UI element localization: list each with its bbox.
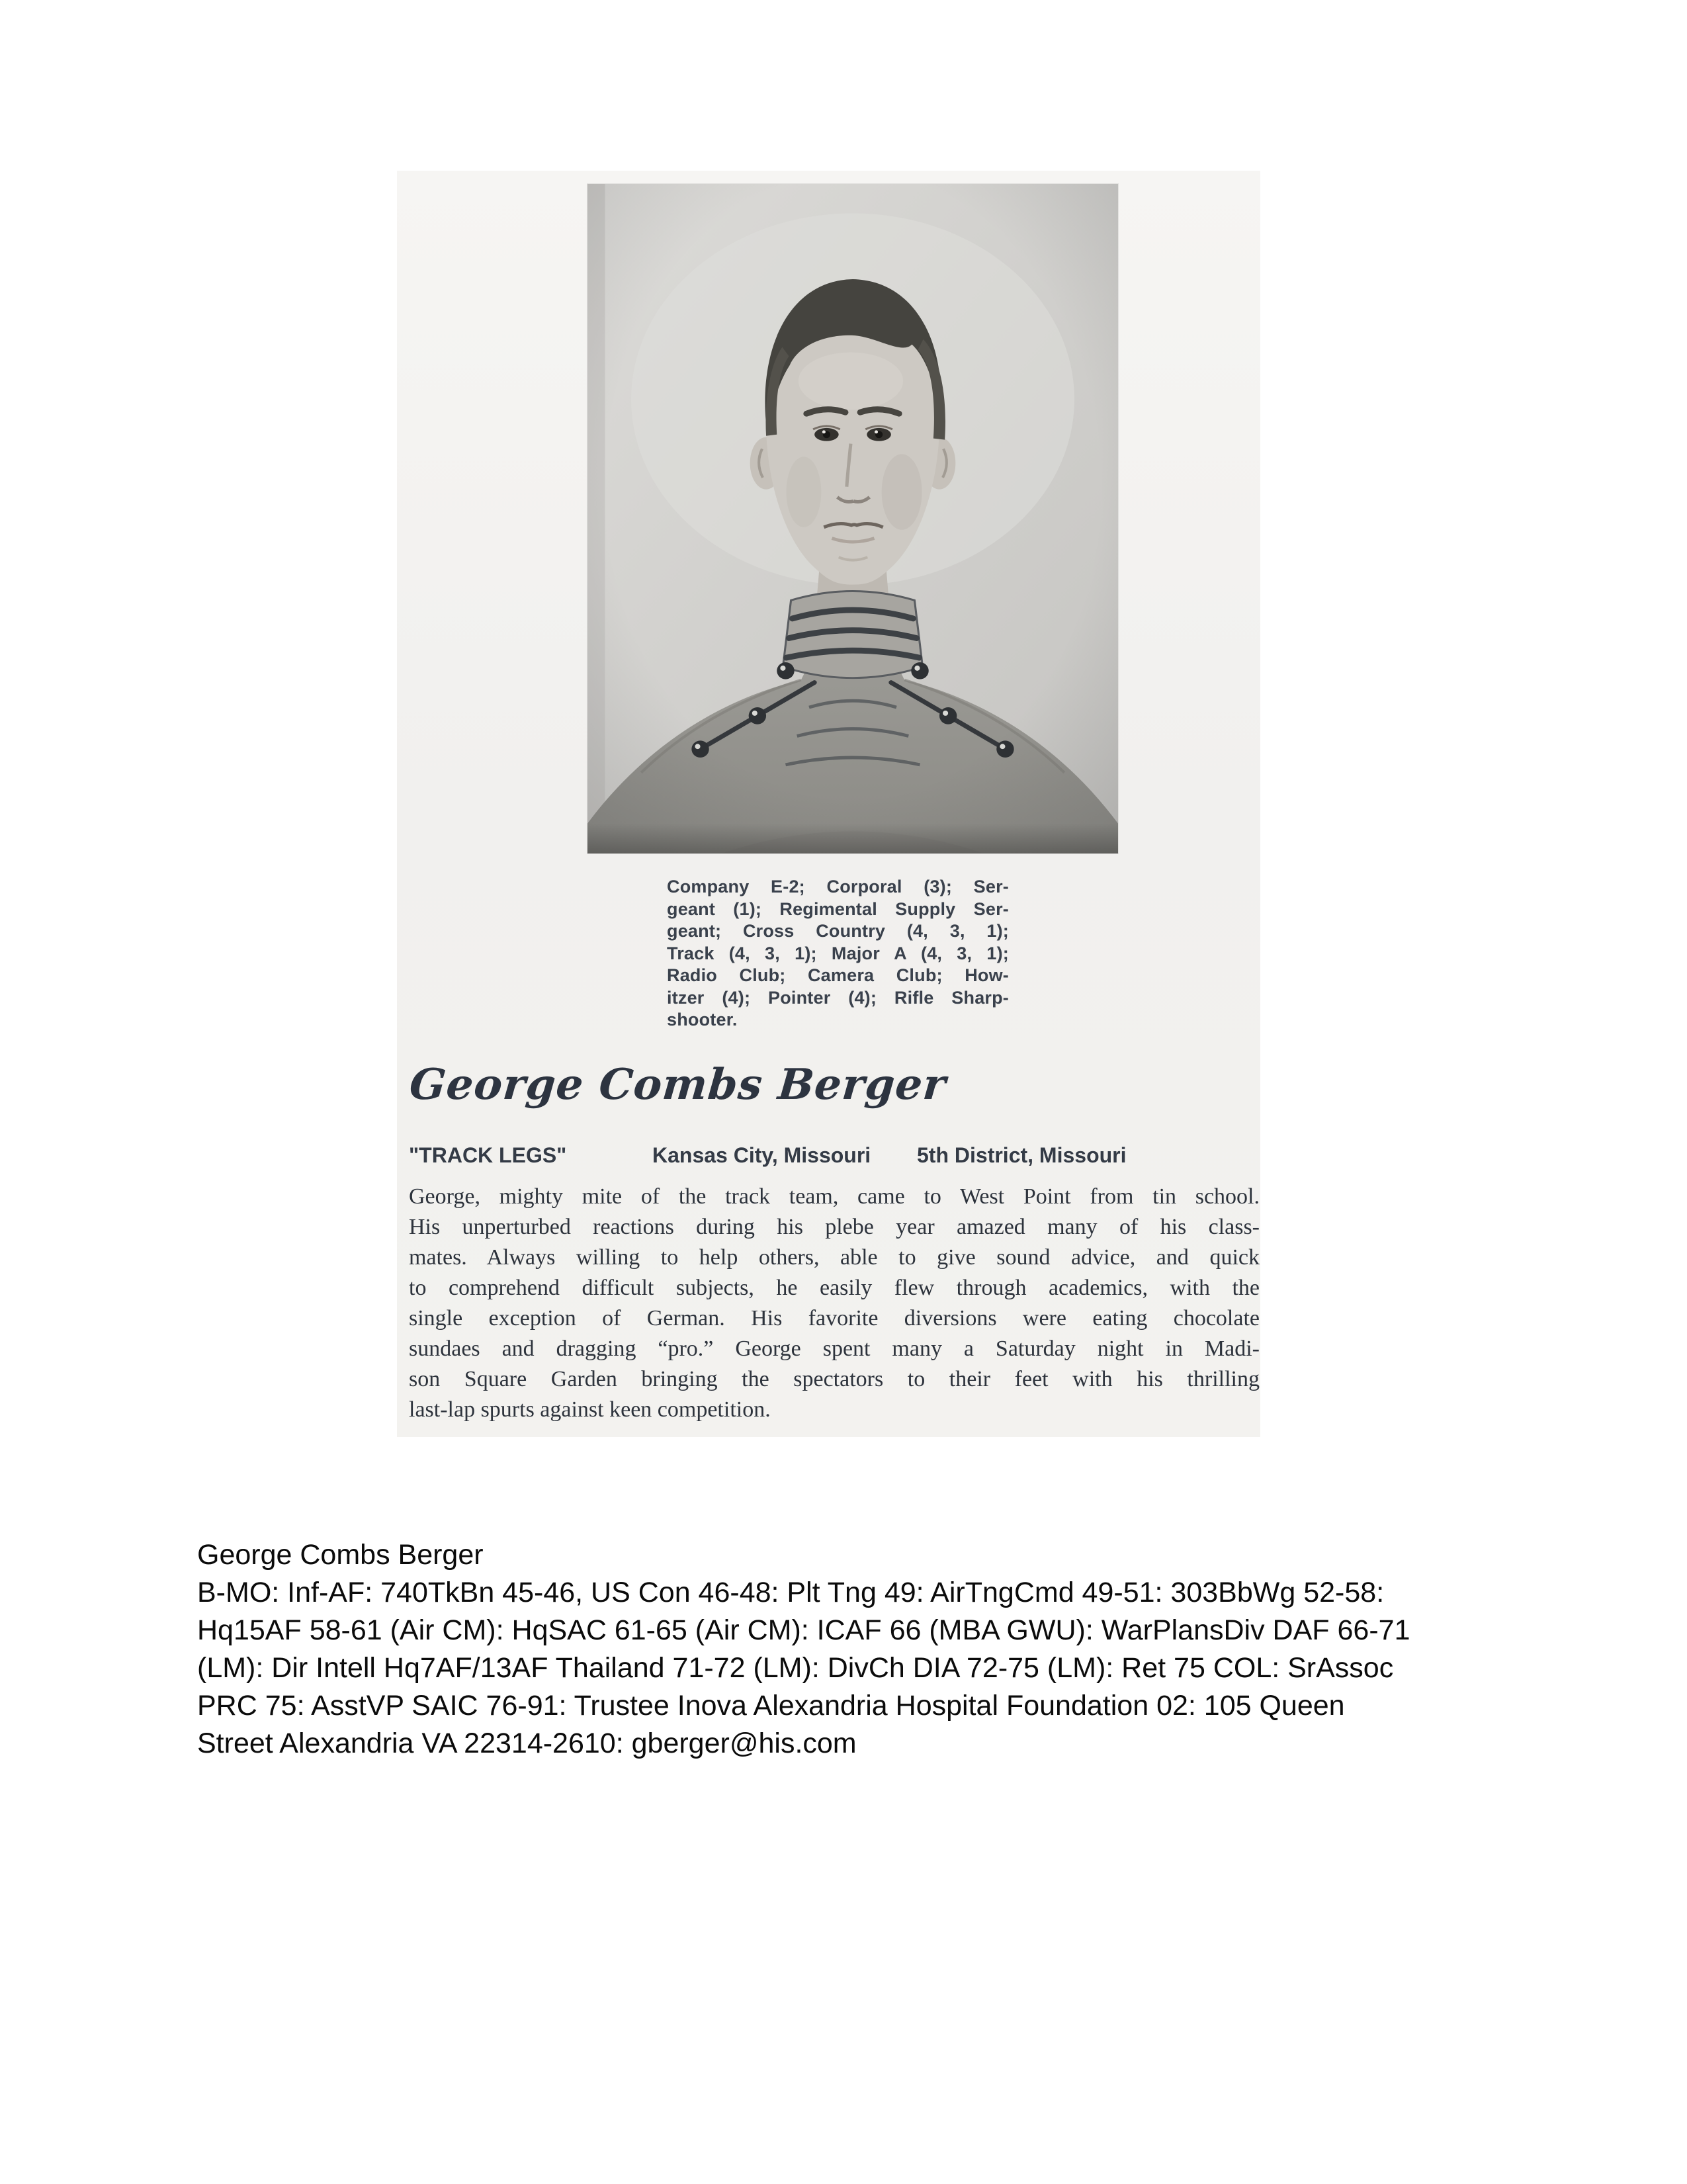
congressional-district: 5th District, Missouri [917, 1143, 1127, 1167]
nickname: "TRACK LEGS" [409, 1143, 567, 1167]
register-line: Street Alexandria VA 22314-2610: gberger@his.com [197, 1727, 857, 1759]
cadet-name-script: George Combs Berger [408, 1060, 949, 1110]
bio-line: single exception of German. His favorite diversions were eating chocolate [409, 1306, 1260, 1331]
bio-line: to comprehend difficult subjects, he easily flew through academics, with the [409, 1276, 1260, 1300]
bio-line: George, mighty mite of the track team, came to West Point from tin school. [409, 1184, 1260, 1209]
caption-line: shooter. [667, 1010, 738, 1029]
photo-vignette [587, 184, 1118, 853]
caption-line: Radio Club; Camera Club; How- [667, 965, 1009, 985]
cadet-photo [587, 184, 1118, 853]
caption-line: geant (1); Regimental Supply Ser- [667, 898, 1009, 919]
bio-line: mates. Always willing to help others, able to give sound advice, and quick [409, 1245, 1260, 1270]
yearbook-scan [397, 171, 1260, 1437]
register-entry [197, 1536, 1606, 1763]
caption-line: Track (4, 3, 1); Major A (4, 3, 1); [667, 943, 1009, 963]
caption-line: Company E-2; Corporal (3); Ser- [667, 877, 1009, 896]
caption-line: geant; Cross Country (4, 3, 1); [667, 921, 1009, 941]
bio-paragraph [409, 1182, 1260, 1425]
cadet-portrait-illustration [587, 184, 1118, 853]
hometown: Kansas City, Missouri [652, 1143, 871, 1167]
register-line: PRC 75: AsstVP SAIC 76-91: Trustee Inova Alexandria Hospital Foundation 02: 105 Queen [197, 1690, 1345, 1722]
bio-line: sundaes and dragging “pro.” George spent many a Saturday night in Madi- [409, 1336, 1260, 1361]
register-line: Hq15AF 58-61 (Air CM): HqSAC 61-65 (Air CM): ICAF 66 (MBA GWU): WarPlansDiv DAF 66-71 [197, 1614, 1410, 1646]
bio-line: son Square Garden bringing the spectators to their feet with his thrilling [409, 1367, 1260, 1391]
stats-row [409, 1143, 1261, 1171]
bio-line: last-lap spurts against keen competition. [409, 1397, 771, 1422]
register-line: B-MO: Inf-AF: 740TkBn 45-46, US Con 46-48: Plt Tng 49: AirTngCmd 49-51: 303BbWg 52-58: [197, 1577, 1385, 1608]
register-line: (LM): Dir Intell Hq7AF/13AF Thailand 71-72 (LM): DivCh DIA 72-75 (LM): Ret 75 COL: SrAssoc [197, 1652, 1394, 1684]
register-name-line: George Combs Berger [197, 1539, 484, 1571]
caption-line: itzer (4); Pointer (4); Rifle Sharp- [667, 987, 1009, 1008]
activities-caption [667, 876, 1009, 1031]
bio-line: His unperturbed reactions during his plebe year amazed many of his class- [409, 1215, 1260, 1239]
